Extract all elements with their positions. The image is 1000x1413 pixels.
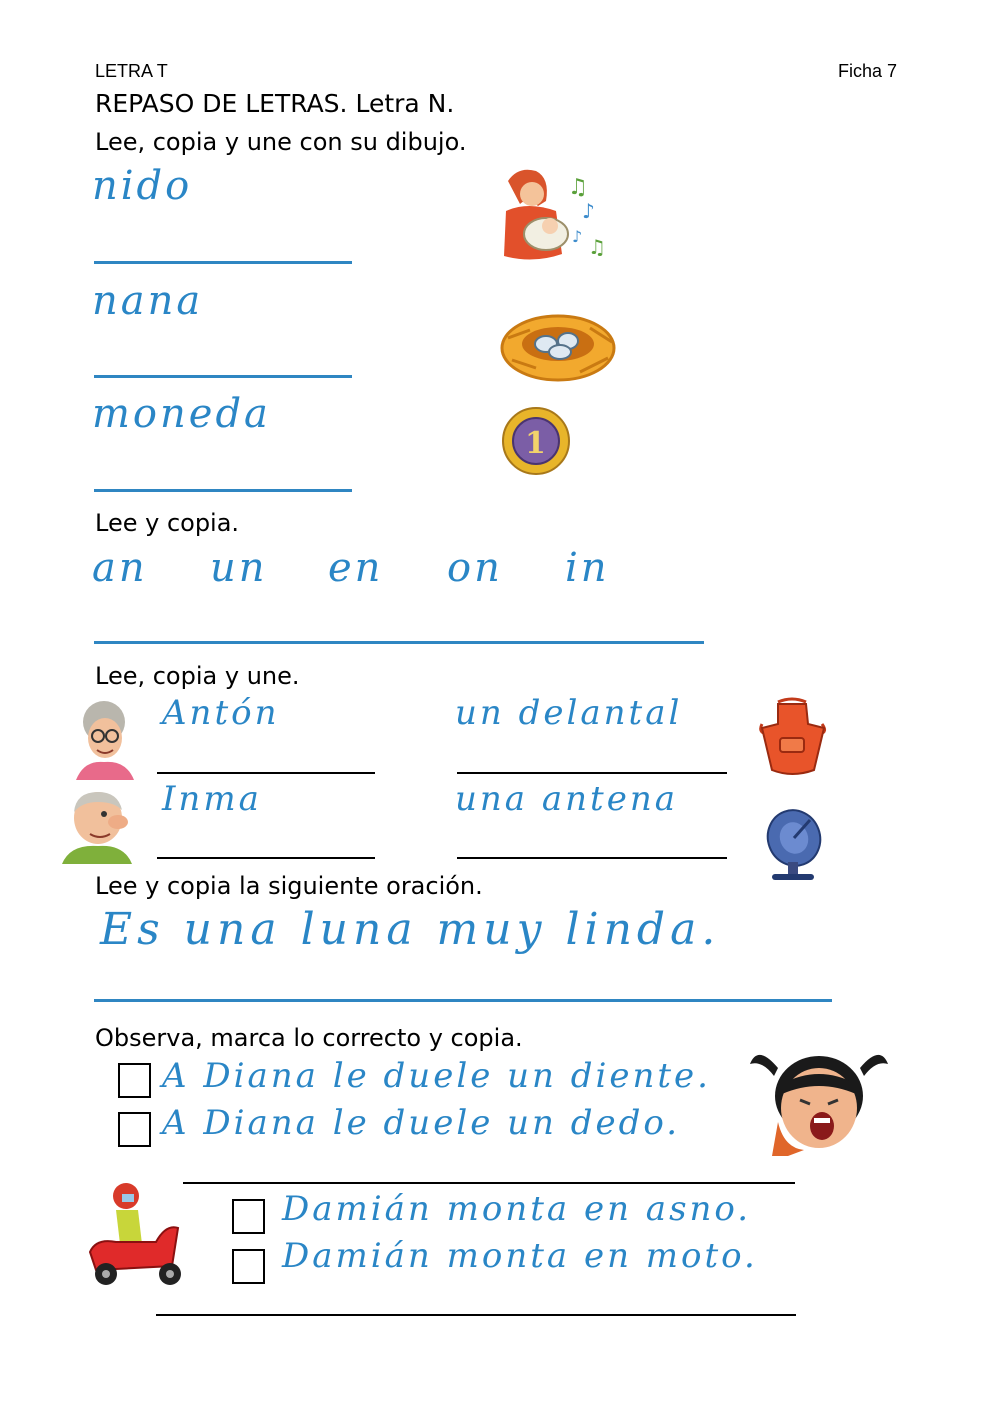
copy-line-nana[interactable] bbox=[94, 375, 352, 378]
copy-line-damian[interactable] bbox=[156, 1314, 796, 1316]
svg-text:1: 1 bbox=[525, 426, 546, 461]
checkbox-damian-moto[interactable] bbox=[232, 1249, 265, 1284]
syllable-un: un bbox=[210, 545, 268, 591]
header-letter-label: LETRA T bbox=[95, 61, 168, 81]
syllable-an: an bbox=[92, 545, 148, 591]
mother-baby-lullaby-picture[interactable] bbox=[498, 166, 613, 266]
option-damian-moto: Damián monta en moto. bbox=[282, 1236, 758, 1276]
copy-line-nido[interactable] bbox=[94, 261, 352, 264]
phrase-una-antena: una antena bbox=[455, 779, 678, 819]
word-nido: nido bbox=[92, 163, 193, 209]
copy-line-anton[interactable] bbox=[157, 772, 375, 774]
page-title: REPASO DE LETRAS. Letra N. bbox=[95, 89, 455, 118]
section3-instruction: Lee, copia y une. bbox=[95, 662, 300, 690]
copy-line-inma[interactable] bbox=[157, 857, 375, 859]
copy-line-moneda[interactable] bbox=[94, 489, 352, 492]
copy-line-un-delantal[interactable] bbox=[457, 772, 727, 774]
grandfather-picture[interactable] bbox=[60, 784, 134, 864]
word-moneda: moneda bbox=[92, 391, 271, 437]
name-inma: Inma bbox=[162, 779, 262, 819]
svg-text:♫: ♫ bbox=[588, 235, 606, 259]
header-sheet-number: Ficha 7 bbox=[838, 61, 898, 81]
name-anton: Antón bbox=[162, 693, 280, 733]
option-damian-asno: Damián monta en asno. bbox=[282, 1189, 752, 1229]
checkbox-damian-asno[interactable] bbox=[232, 1199, 265, 1234]
girl-toothache-picture[interactable] bbox=[748, 1038, 890, 1156]
satellite-antenna-picture[interactable] bbox=[762, 806, 830, 882]
syllable-on: on bbox=[447, 545, 503, 591]
section4-instruction: Lee y copia la siguiente oración. bbox=[95, 872, 483, 900]
checkbox-diana-dedo[interactable] bbox=[118, 1112, 151, 1147]
syllable-en: en bbox=[328, 545, 384, 591]
section1-instruction: Lee, copia y une con su dibujo. bbox=[95, 128, 467, 156]
section5-instruction: Observa, marca lo correcto y copia. bbox=[95, 1024, 523, 1052]
svg-text:♪: ♪ bbox=[582, 199, 595, 223]
syllable-in: in bbox=[565, 545, 610, 591]
copy-line-sentence[interactable] bbox=[94, 999, 832, 1002]
svg-text:♫: ♫ bbox=[568, 175, 588, 200]
svg-text:♪: ♪ bbox=[572, 227, 583, 246]
phrase-un-delantal: un delantal bbox=[455, 693, 683, 733]
scooter-rider-picture[interactable] bbox=[86, 1180, 190, 1288]
checkbox-diana-diente[interactable] bbox=[118, 1063, 151, 1098]
apron-picture[interactable] bbox=[756, 698, 830, 776]
coin-picture[interactable] bbox=[501, 406, 571, 476]
word-nana: nana bbox=[92, 278, 204, 324]
option-diana-dedo: A Diana le duele un dedo. bbox=[162, 1103, 681, 1143]
nest-picture[interactable] bbox=[500, 308, 618, 388]
copy-line-diana[interactable] bbox=[183, 1182, 795, 1184]
option-diana-diente: A Diana le duele un diente. bbox=[162, 1056, 711, 1096]
section2-instruction: Lee y copia. bbox=[95, 509, 240, 537]
grandmother-picture[interactable] bbox=[74, 700, 136, 780]
copy-line-syllables[interactable] bbox=[94, 641, 704, 644]
sentence-luna: Es una luna muy linda. bbox=[100, 904, 721, 955]
copy-line-una-antena[interactable] bbox=[457, 857, 727, 859]
